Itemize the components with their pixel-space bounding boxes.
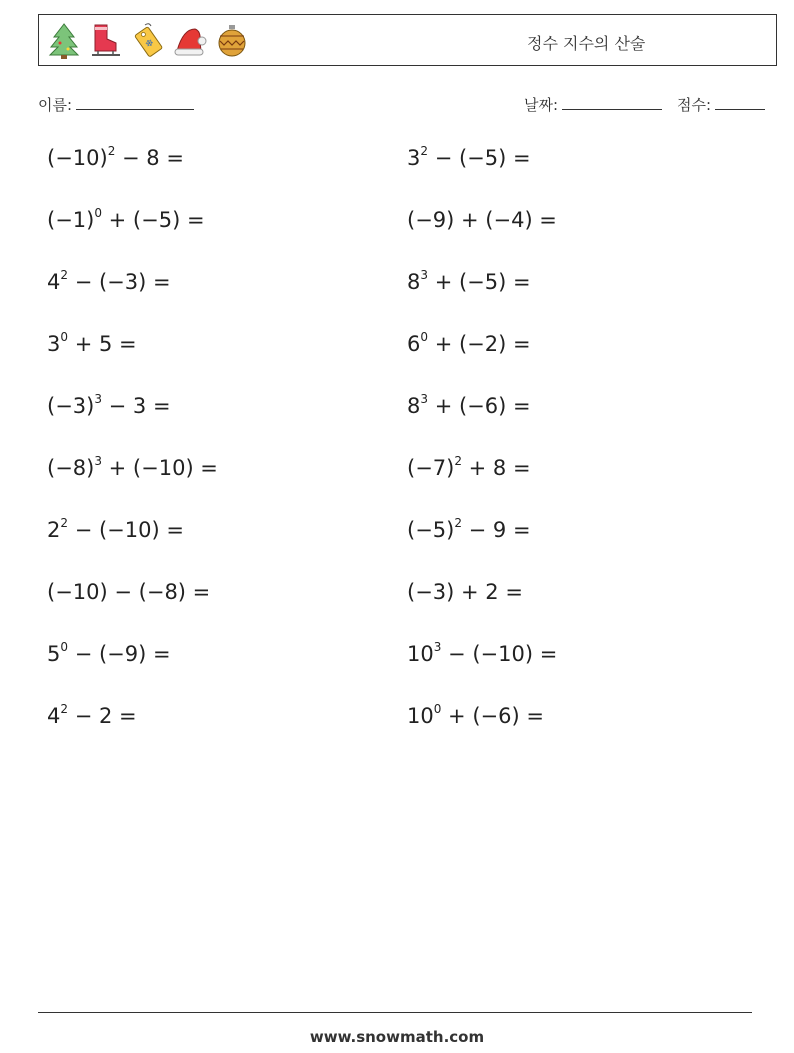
header-icons bbox=[47, 21, 249, 59]
problem-base: (−3) + 2 = bbox=[407, 580, 523, 604]
problem-item bbox=[407, 704, 544, 728]
problem-base: (−8) bbox=[47, 456, 95, 480]
problem-rest: + (−10) = bbox=[101, 456, 218, 480]
gift-tag-icon bbox=[131, 21, 165, 59]
problem-item bbox=[47, 456, 218, 480]
problem-base: (−1) bbox=[47, 208, 95, 232]
problem-base: 2 bbox=[47, 518, 61, 542]
worksheet-title: 정수 지수의 산술 bbox=[527, 34, 646, 53]
problem-exponent: 2 bbox=[454, 454, 462, 468]
problem-rest: + 5 = bbox=[68, 332, 137, 356]
name-field bbox=[38, 94, 194, 115]
problem-item bbox=[47, 518, 184, 542]
problem-rest: + 8 = bbox=[461, 456, 531, 480]
problem-rest: − (−10) = bbox=[68, 518, 184, 542]
problem-exponent: 0 bbox=[94, 206, 102, 220]
problem-exponent: 2 bbox=[60, 268, 69, 282]
name-line[interactable] bbox=[76, 95, 194, 110]
svg-text:❄: ❄ bbox=[143, 36, 157, 51]
problem-base: 5 bbox=[47, 642, 61, 666]
problem-exponent: 3 bbox=[420, 268, 429, 282]
problem-item bbox=[47, 394, 171, 418]
ice-skate-icon bbox=[89, 21, 123, 59]
problem-exponent: 3 bbox=[94, 454, 102, 468]
footer-url: www.snowmath.com bbox=[309, 1028, 485, 1046]
score-line[interactable] bbox=[715, 95, 765, 110]
problem-item bbox=[407, 332, 531, 356]
problem-base: 10 bbox=[407, 642, 434, 666]
problem-base: (−10) bbox=[47, 146, 108, 170]
problem-base: 8 bbox=[407, 270, 421, 294]
date-field bbox=[524, 94, 662, 115]
problem-rest: − (−10) = bbox=[441, 642, 558, 666]
problem-item bbox=[407, 580, 523, 604]
christmas-tree-icon bbox=[47, 21, 81, 59]
problem-item bbox=[47, 270, 171, 294]
problem-base: 8 bbox=[407, 394, 421, 418]
problem-exponent: 2 bbox=[454, 516, 462, 530]
problem-rest: + (−6) = bbox=[441, 704, 544, 728]
problem-base: 4 bbox=[47, 270, 61, 294]
ornament-ball-icon bbox=[215, 21, 249, 59]
problem-exponent: 2 bbox=[60, 516, 69, 530]
problem-rest: + (−5) = bbox=[428, 270, 531, 294]
problem-base: 3 bbox=[407, 146, 421, 170]
problem-exponent: 3 bbox=[94, 392, 102, 406]
problem-base: 3 bbox=[47, 332, 61, 356]
problem-exponent: 2 bbox=[60, 702, 69, 716]
problem-base: (−7) bbox=[407, 456, 455, 480]
santa-hat-icon bbox=[173, 21, 207, 59]
problem-base: (−3) bbox=[47, 394, 95, 418]
problem-rest: − 8 = bbox=[115, 146, 184, 170]
problem-exponent: 0 bbox=[420, 330, 429, 344]
header-box bbox=[38, 14, 777, 66]
problem-item bbox=[407, 208, 557, 232]
problem-item bbox=[407, 518, 531, 542]
date-label: 날짜: bbox=[524, 96, 559, 114]
problem-item bbox=[407, 270, 531, 294]
problem-item bbox=[47, 332, 137, 356]
problem-item bbox=[47, 580, 210, 604]
problem-base: 10 bbox=[407, 704, 434, 728]
problem-exponent: 2 bbox=[420, 144, 429, 158]
score-label: 점수: bbox=[677, 96, 712, 114]
problem-item bbox=[407, 642, 557, 666]
problem-base: 4 bbox=[47, 704, 61, 728]
problem-exponent: 0 bbox=[60, 330, 69, 344]
problem-item bbox=[47, 642, 171, 666]
problem-rest: − 9 = bbox=[461, 518, 531, 542]
problem-item bbox=[407, 456, 531, 480]
problem-item bbox=[407, 146, 531, 170]
problem-base: 6 bbox=[407, 332, 421, 356]
problem-rest: + (−2) = bbox=[428, 332, 531, 356]
name-label: 이름: bbox=[38, 96, 73, 114]
problem-base: (−9) + (−4) = bbox=[407, 208, 557, 232]
problem-base: (−10) − (−8) = bbox=[47, 580, 211, 604]
problem-rest: + (−5) = bbox=[101, 208, 205, 232]
problem-rest: + (−6) = bbox=[428, 394, 531, 418]
problem-item bbox=[47, 704, 137, 728]
problem-exponent: 2 bbox=[107, 144, 116, 158]
problem-exponent: 3 bbox=[433, 640, 442, 654]
problem-rest: − 2 = bbox=[68, 704, 137, 728]
problem-item bbox=[47, 146, 184, 170]
problem-exponent: 0 bbox=[60, 640, 69, 654]
problem-base: (−5) bbox=[407, 518, 455, 542]
score-field bbox=[677, 94, 765, 115]
problem-rest: − (−3) = bbox=[68, 270, 171, 294]
problem-rest: − (−9) = bbox=[68, 642, 171, 666]
problem-item bbox=[47, 208, 205, 232]
problem-exponent: 0 bbox=[433, 702, 442, 716]
problem-rest: − 3 = bbox=[101, 394, 171, 418]
problem-item bbox=[407, 394, 531, 418]
footer-rule bbox=[38, 1012, 752, 1013]
problem-rest: − (−5) = bbox=[428, 146, 531, 170]
problem-exponent: 3 bbox=[420, 392, 429, 406]
date-line[interactable] bbox=[562, 95, 662, 110]
